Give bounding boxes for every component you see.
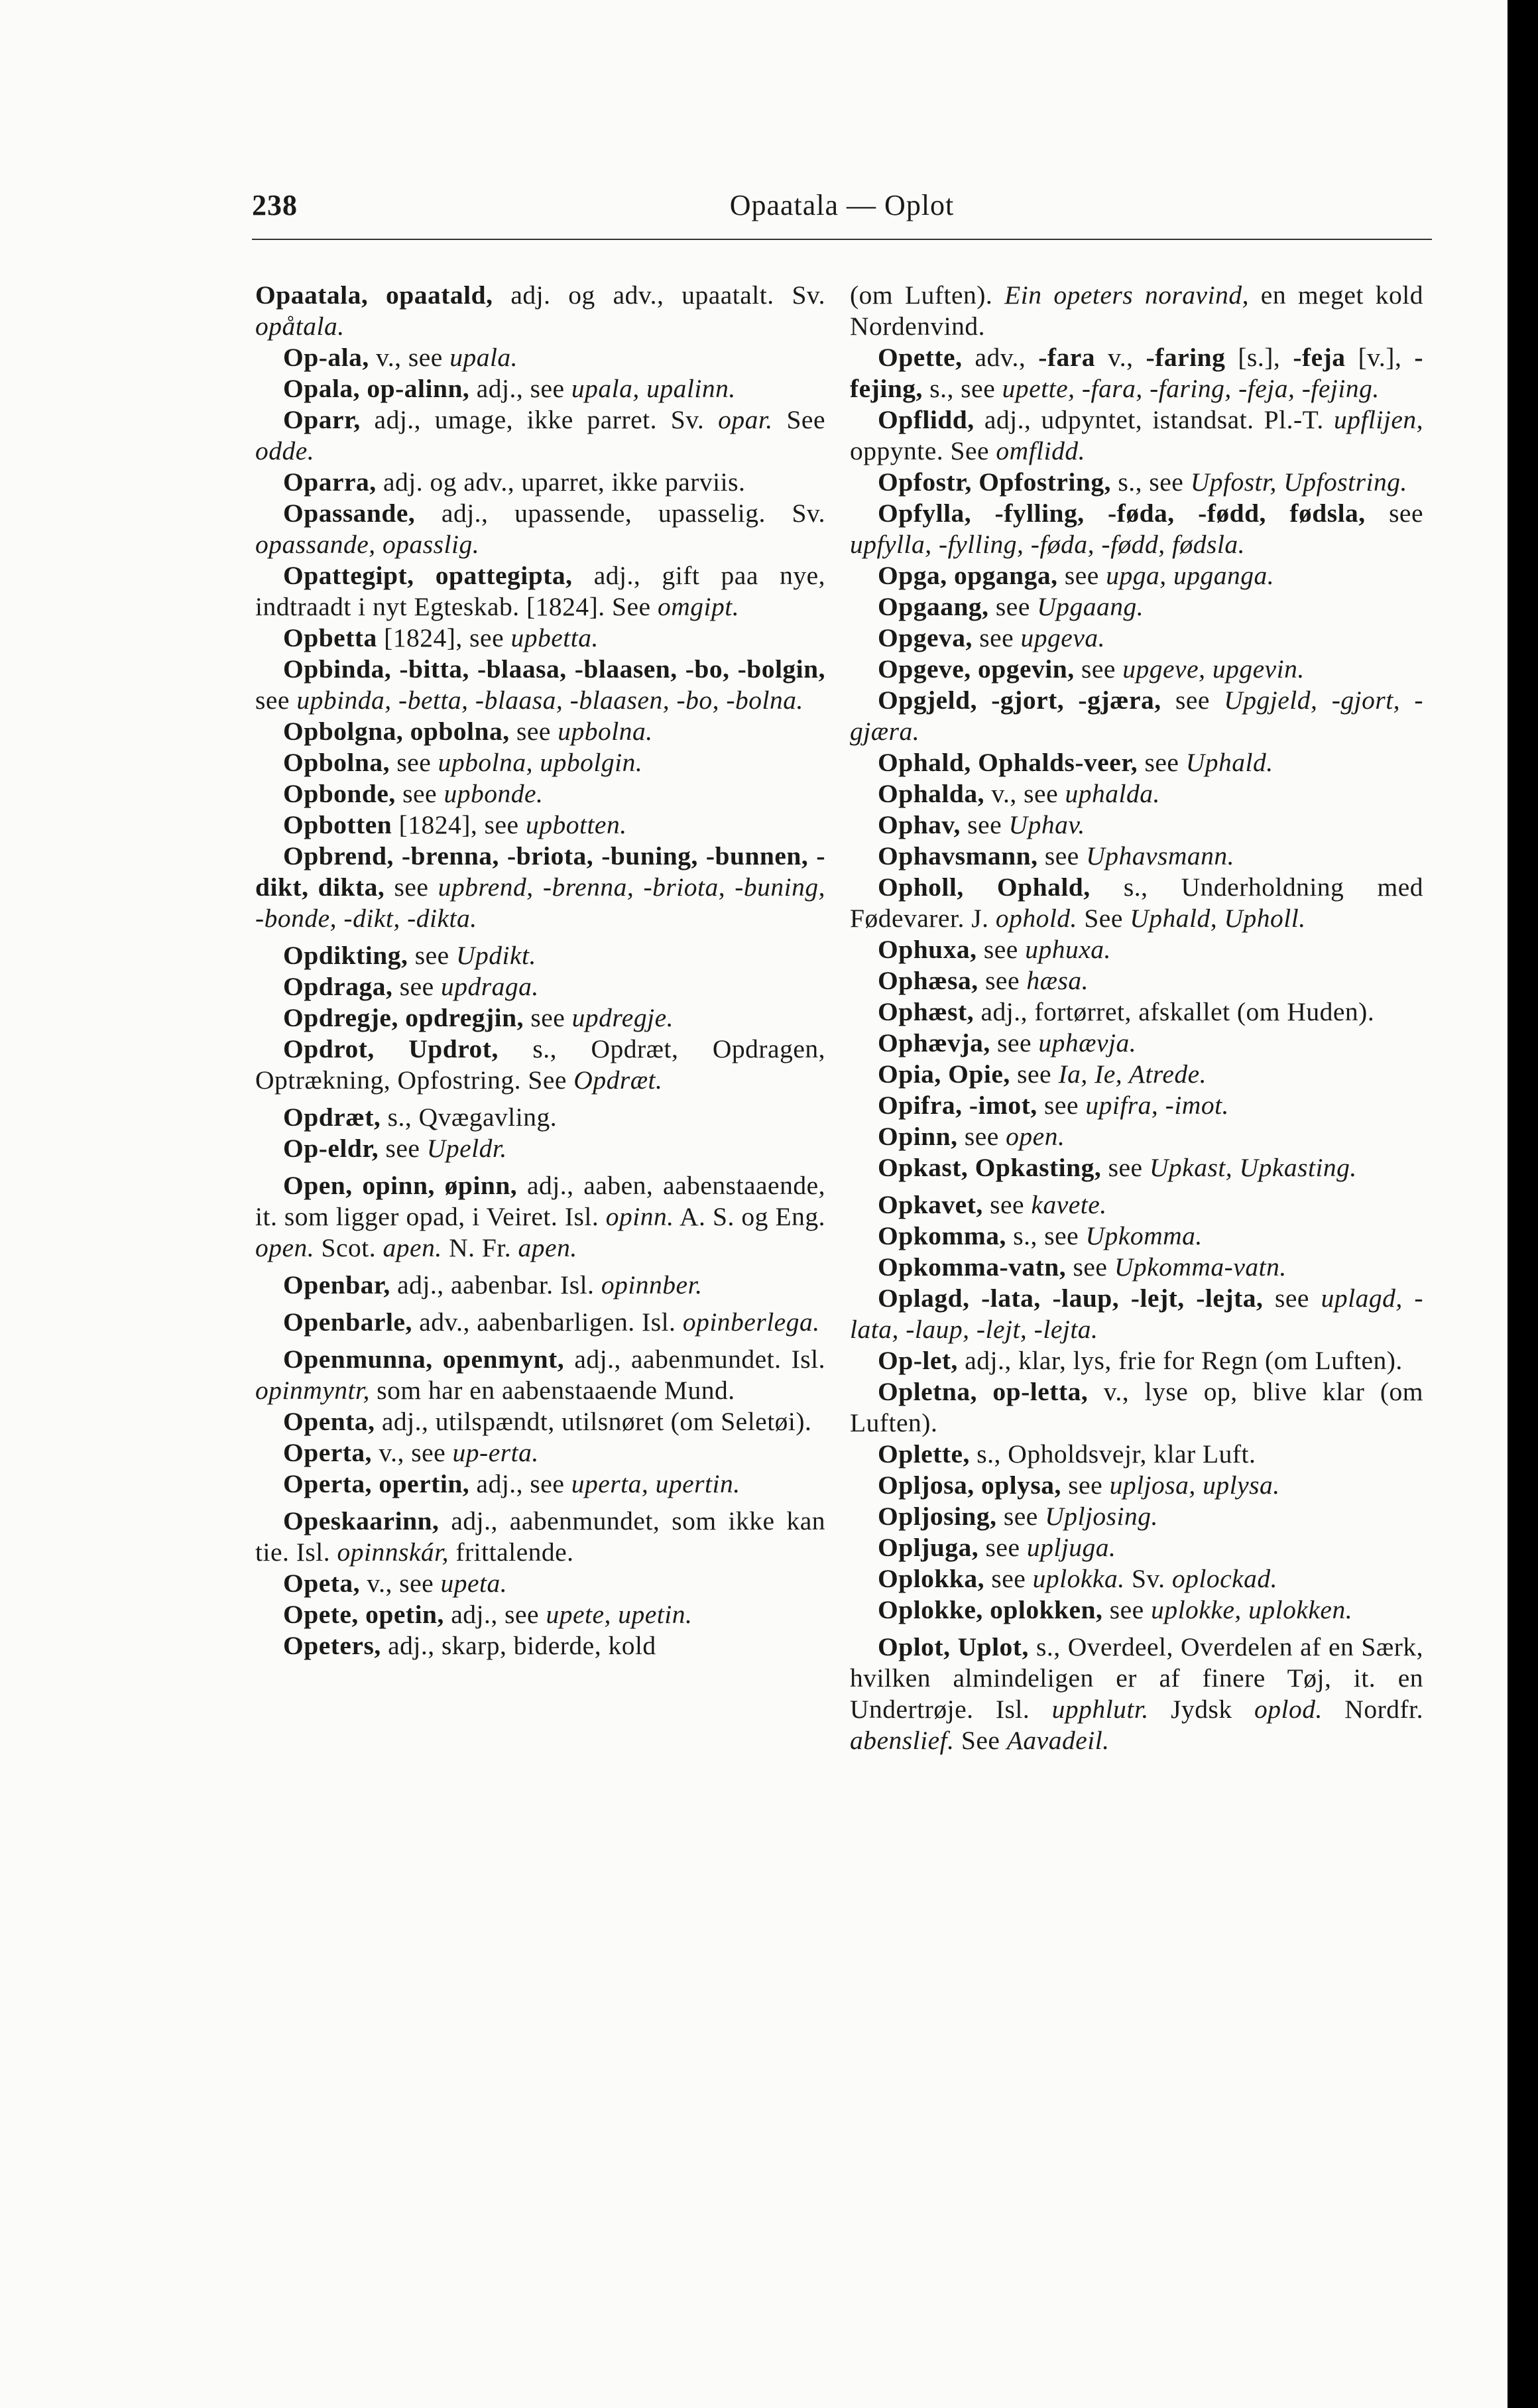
definition-text: see <box>957 1122 1006 1151</box>
headword: Ophæst, <box>878 997 975 1026</box>
headword: Opdræt, <box>283 1103 381 1132</box>
definition-text: see <box>960 810 1009 839</box>
dictionary-entry <box>850 1632 1423 1756</box>
definition-text: see <box>976 935 1026 964</box>
cross-reference: Upkomma. <box>1085 1221 1203 1250</box>
headword: Oparra, <box>283 467 377 497</box>
cross-reference: Upkomma-vatn. <box>1114 1252 1287 1282</box>
cross-reference: Upfostr, Upfostring. <box>1190 467 1407 497</box>
definition-text: adj., udpyntet, istandsat. Pl.-T. <box>974 405 1334 434</box>
definition-text: see <box>1161 686 1224 715</box>
dictionary-entry <box>850 1376 1423 1439</box>
dictionary-entry <box>255 342 825 373</box>
dictionary-entry <box>850 934 1423 965</box>
headword: Opflidd, <box>878 405 975 434</box>
dictionary-entry <box>850 872 1423 934</box>
dictionary-entry <box>850 1470 1423 1501</box>
cross-reference: Upeldr. <box>426 1134 507 1163</box>
cross-reference: Uphald. <box>1185 748 1273 777</box>
headword: Opfostr, Opfostring, <box>878 467 1111 497</box>
cross-reference: upphlutr. <box>1051 1695 1149 1724</box>
cross-reference: upbetta. <box>510 623 599 652</box>
definition-text: see <box>1365 499 1423 528</box>
headword: Oplot, Uplot, <box>878 1632 1029 1661</box>
dictionary-entry <box>850 1152 1423 1183</box>
definition-text: A. S. og Eng. <box>674 1202 825 1231</box>
headword: Openmunna, openmynt, <box>283 1345 565 1374</box>
headword: Opgaang, <box>878 592 989 621</box>
dictionary-entry <box>850 654 1423 685</box>
cross-reference: upete, upetin. <box>546 1600 693 1629</box>
headword: Opdregje, opdregjin, <box>283 1003 524 1032</box>
definition-text: adj., upassende, upasselig. Sv. <box>415 499 825 528</box>
definition-text: See <box>772 405 825 434</box>
definition-text: v., see <box>984 779 1065 808</box>
headword: Opbinda, -bitta, -blaasa, -blaasen, -bo, -bolgin, <box>283 654 825 684</box>
definition-text: s., Opdræt, Opdragen, Optrækning, Opfostring. See <box>255 1034 825 1095</box>
headword: Ophald, Ophalds-veer, <box>878 748 1138 777</box>
definition-text: v., see <box>372 1438 453 1467</box>
cross-reference: omflidd. <box>996 436 1085 465</box>
dictionary-entry <box>850 1059 1423 1090</box>
cross-reference: kavete. <box>1031 1190 1107 1219</box>
cross-reference: upga, upganga. <box>1106 561 1275 590</box>
definition-text: en meget kold Nordenvind. <box>850 280 1423 341</box>
dictionary-entry <box>850 1189 1423 1221</box>
dictionary-entry <box>255 1102 825 1133</box>
headword: Opbolna, <box>283 748 390 777</box>
cross-reference: upfylla, -fylling, -føda, -fødd, fødsla. <box>850 530 1245 559</box>
headword: Opdraga, <box>283 972 393 1001</box>
definition-text: See <box>1077 904 1130 933</box>
dictionary-entry <box>255 1034 825 1096</box>
dictionary-entry <box>850 996 1423 1028</box>
definition-text: see <box>1037 1091 1086 1120</box>
definition-text: som har en aabenstaaende Mund. <box>369 1376 735 1405</box>
dictionary-entry <box>850 1221 1423 1252</box>
dictionary-entry <box>255 467 825 498</box>
dictionary-entry <box>255 1307 825 1338</box>
dictionary-entry <box>850 1345 1423 1376</box>
dictionary-entry <box>255 716 825 747</box>
definition-text: [1824], see <box>377 623 511 652</box>
cross-reference: opinn. <box>605 1202 674 1231</box>
dictionary-entry <box>255 498 825 560</box>
definition-text: adj., klar, lys, frie for Regn (om Luften). <box>957 1346 1403 1375</box>
cross-reference: upbinda, -betta, -blaasa, -blaasen, -bo, -bolna. <box>296 686 803 715</box>
definition-text: adj., aaben, aabenstaaende, it. som ligger opad, i Veiret. Isl. <box>255 1171 825 1231</box>
dictionary-entry <box>255 1506 825 1568</box>
dictionary-entry <box>255 778 825 810</box>
cross-reference: updraga. <box>441 972 539 1001</box>
headword: Opdikting, <box>283 941 408 970</box>
definition-text: see <box>996 1502 1045 1531</box>
cross-reference: uphævja. <box>1038 1028 1137 1057</box>
definition-text: Scot. <box>314 1233 383 1262</box>
definition-text: see <box>523 1003 572 1032</box>
cross-reference: upljosa, uplysa. <box>1109 1471 1280 1500</box>
dictionary-entry <box>255 1568 825 1599</box>
definition-text: adv., aabenbarligen. Isl. <box>412 1307 683 1337</box>
cross-reference: upbolna, upbolgin. <box>438 748 643 777</box>
headword: -fara <box>1038 343 1096 372</box>
definition-text: see <box>1101 1153 1150 1182</box>
headword: Opljosa, oplysa, <box>878 1471 1061 1500</box>
dictionary-entry <box>255 1002 825 1034</box>
cross-reference: open. <box>1006 1122 1065 1151</box>
page-header <box>252 183 1432 236</box>
cross-reference: opinnskár, <box>337 1537 449 1567</box>
headword: -faring <box>1146 343 1226 372</box>
headword: Opbrend, -brenna, -briota, -buning, -bunnen, -dikt, dikta, <box>255 841 825 902</box>
cross-reference: odde. <box>255 436 315 465</box>
headword: Opfylla, -fylling, -føda, -fødd, fødsla, <box>878 499 1366 528</box>
cross-reference: upbolna. <box>558 717 653 746</box>
definition-text: s., see <box>1006 1221 1086 1250</box>
definition-text: adj. og adv., upaatalt. Sv. <box>493 280 825 310</box>
cross-reference: apen. <box>518 1233 577 1262</box>
headword: Opljuga, <box>878 1533 979 1562</box>
definition-text: see <box>1138 748 1186 777</box>
headword: Opholl, Ophald, <box>878 873 1091 902</box>
dictionary-entry <box>850 747 1423 778</box>
dictionary-entry <box>850 685 1423 747</box>
left-column <box>255 280 825 1661</box>
definition-text: oppynte. See <box>850 436 996 465</box>
definition-text: see <box>1102 1595 1152 1624</box>
headword: Opkavet, <box>878 1190 983 1219</box>
headword: Opletna, op-letta, <box>878 1377 1089 1406</box>
headword: -feja <box>1293 343 1346 372</box>
definition-text: Jydsk <box>1148 1695 1255 1724</box>
cross-reference: Aavadeil. <box>1006 1726 1110 1755</box>
definition-text: adj., see <box>444 1600 546 1629</box>
dictionary-entry <box>850 965 1423 996</box>
headword: Opbotten <box>283 810 392 839</box>
headword: Opgjeld, -gjort, -gjæra, <box>878 686 1161 715</box>
definition-text: see <box>392 972 442 1001</box>
dictionary-entry <box>850 841 1423 872</box>
cross-reference: Upgaang. <box>1037 592 1144 621</box>
definition-text: see <box>978 1533 1027 1562</box>
dictionary-entry <box>255 1133 825 1164</box>
definition-text: v., lyse op, blive klar (om Luften). <box>850 1377 1423 1437</box>
definition-text: see <box>509 717 558 746</box>
headword: Opassande, <box>283 499 416 528</box>
dictionary-entry <box>255 971 825 1002</box>
headword: Opinn, <box>878 1122 958 1151</box>
definition-text: see <box>984 1564 1033 1593</box>
definition-text: see <box>1010 1059 1059 1089</box>
cross-reference: upala, upalinn. <box>571 374 736 403</box>
definition-text: frittalende. <box>448 1537 574 1567</box>
definition-text: see <box>389 748 438 777</box>
headword: Openbar, <box>283 1270 390 1299</box>
definition-text: see <box>379 1134 427 1163</box>
headword: Oplette, <box>878 1439 970 1469</box>
cross-reference: oplod. <box>1254 1695 1323 1724</box>
definition-text: v., <box>1095 343 1146 372</box>
definition-text: see <box>978 966 1027 995</box>
cross-reference: apen. <box>383 1233 442 1262</box>
cross-reference: updregje. <box>571 1003 674 1032</box>
cross-reference: upala. <box>449 343 518 372</box>
cross-reference: upbotten. <box>525 810 627 839</box>
dictionary-entry <box>255 1437 825 1469</box>
definition-text: s., Opholdsvejr, klar Luft. <box>969 1439 1256 1469</box>
dictionary-entry <box>850 1563 1423 1595</box>
cross-reference: upgeve, upgevin. <box>1122 654 1305 684</box>
dictionary-entry <box>255 841 825 934</box>
headword: Opgeve, opgevin, <box>878 654 1075 684</box>
definition-text: [s.], <box>1225 343 1293 372</box>
dictionary-entry <box>255 1599 825 1630</box>
headword: Ophav, <box>878 810 961 839</box>
definition-text: Sv. <box>1124 1564 1172 1593</box>
cross-reference: upljuga. <box>1026 1533 1116 1562</box>
cross-reference: Uphav. <box>1008 810 1085 839</box>
headword: Ophuxa, <box>878 935 977 964</box>
headword: Oplokka, <box>878 1564 984 1593</box>
cross-reference: hæsa. <box>1026 966 1089 995</box>
dictionary-entry <box>850 1501 1423 1532</box>
cross-reference: opåtala. <box>255 312 345 341</box>
cross-reference: upeta. <box>440 1569 508 1598</box>
definition-text: adv., <box>962 343 1039 372</box>
headword: Opkomma, <box>878 1221 1006 1250</box>
definition-text: s., see <box>1111 467 1191 497</box>
dictionary-entry <box>850 498 1423 560</box>
definition-text: see <box>990 1028 1039 1057</box>
cross-reference: Ia, Ie, Atrede. <box>1058 1059 1207 1089</box>
definition-text: [1824], see <box>392 810 526 839</box>
headword: Opeta, <box>283 1569 361 1598</box>
definition-text: see <box>1037 841 1087 871</box>
cross-reference: opar. <box>718 405 773 434</box>
definition-text: adj., skarp, biderde, kold <box>381 1631 656 1660</box>
definition-text: see <box>408 941 457 970</box>
definition-text: s., Qvægavling. <box>381 1103 558 1132</box>
definition-text: see <box>1066 1252 1114 1282</box>
definition-text: adj., aabenmundet, som ikke kan tie. Isl. <box>255 1506 825 1567</box>
definition-text: see <box>255 686 297 715</box>
dictionary-entry <box>255 654 825 716</box>
cross-reference: omgipt. <box>657 592 740 621</box>
cross-reference: upbrend, -brenna, -briota, -buning, -bonde, -dikt, -dikta. <box>255 873 825 933</box>
definition-text: adj., see <box>469 374 571 403</box>
definition-text: see <box>972 623 1021 652</box>
dictionary-entry <box>255 1270 825 1301</box>
dictionary-entry <box>850 1252 1423 1283</box>
headword: Opbonde, <box>283 779 396 808</box>
headword: Opeskaarinn, <box>283 1506 440 1535</box>
cross-reference: abenslief. <box>850 1726 955 1755</box>
dictionary-entry <box>255 280 825 342</box>
headword: Oplagd, -lata, -laup, -lejt, -lejta, <box>878 1284 1264 1313</box>
dictionary-entry <box>850 1090 1423 1121</box>
dictionary-entry <box>850 560 1423 591</box>
dictionary-entry <box>255 1469 825 1500</box>
headword: Opbetta <box>283 623 377 652</box>
definition-text: see <box>988 592 1037 621</box>
cross-reference: upgeva. <box>1020 623 1105 652</box>
definition-text: adj., umage, ikke parret. Sv. <box>360 405 719 434</box>
cross-reference: opinnber. <box>601 1270 703 1299</box>
cross-reference: opinberlega. <box>682 1307 820 1337</box>
cross-reference: opinmyntr, <box>255 1376 370 1405</box>
dictionary-entry <box>850 404 1423 467</box>
cross-reference: upette, -fara, -faring, -feja, -fejing. <box>1002 374 1380 403</box>
cross-reference: Uphavsmann. <box>1086 841 1235 871</box>
headword: Opkomma-vatn, <box>878 1252 1067 1282</box>
definition-text: adj., fortørret, afskallet (om Huden). <box>974 997 1375 1026</box>
definition-text: (om Luften). <box>850 280 1005 310</box>
definition-text: see <box>1074 654 1123 684</box>
dictionary-entry <box>255 810 825 841</box>
definition-text: See <box>954 1726 1007 1755</box>
dictionary-entry <box>850 591 1423 623</box>
dictionary-entry <box>850 1121 1423 1152</box>
definition-text: adj., utilspændt, utilsnøret (om Seletøi). <box>375 1407 812 1436</box>
headword: Opdrot, Updrot, <box>283 1034 499 1063</box>
definition-text: v., see <box>369 343 450 372</box>
cross-reference: upifra, -imot. <box>1085 1091 1229 1120</box>
headword: Opgeva, <box>878 623 973 652</box>
cross-reference: open. <box>255 1233 315 1262</box>
headword: Oplokke, oplokken, <box>878 1595 1103 1624</box>
cross-reference: Upkast, Upkasting. <box>1149 1153 1357 1182</box>
cross-reference: uphalda. <box>1065 779 1160 808</box>
headword: Opala, op-alinn, <box>283 374 470 403</box>
definition-text: see <box>384 873 438 902</box>
dictionary-entry <box>850 1439 1423 1470</box>
headword: Opaatala, opaatald, <box>255 280 493 310</box>
dictionary-entry <box>850 467 1423 498</box>
cross-reference: up-erta. <box>452 1438 539 1467</box>
dictionary-entry <box>850 810 1423 841</box>
cross-reference: ophold. <box>995 904 1077 933</box>
page-number: 238 <box>252 189 298 221</box>
headword: Openbarle, <box>283 1307 412 1337</box>
headword: Op-let, <box>878 1346 958 1375</box>
cross-reference: uplokka. <box>1032 1564 1125 1593</box>
headword: Op-eldr, <box>283 1134 379 1163</box>
headword: Oparr, <box>283 405 361 434</box>
definition-text: Nordfr. <box>1322 1695 1423 1724</box>
dictionary-entry <box>850 1283 1423 1345</box>
definition-text: adj., aabenbar. Isl. <box>390 1270 601 1299</box>
running-title: Opaatala — Oplot <box>729 189 955 221</box>
right-column <box>850 280 1423 1756</box>
dictionary-entry <box>850 623 1423 654</box>
headword: Operta, <box>283 1438 373 1467</box>
cross-reference: upbonde. <box>444 779 544 808</box>
cross-reference: Upgjeld, -gjort, -gjæra. <box>850 686 1424 746</box>
cross-reference: upflijen, <box>1333 405 1423 434</box>
cross-reference: Uphald, Upholl. <box>1130 904 1306 933</box>
definition-text: s., Underholdning med Fødevarer. J. <box>850 873 1423 933</box>
dictionary-entry <box>255 747 825 778</box>
definition-text: see <box>1057 561 1106 590</box>
definition-text: adj., see <box>469 1469 571 1498</box>
headword: Opeters, <box>283 1631 381 1660</box>
dictionary-entry <box>255 1344 825 1406</box>
dictionary-entry <box>850 778 1423 810</box>
dictionary-entry <box>850 342 1423 404</box>
dictionary-entry <box>255 1630 825 1661</box>
definition-text: adj., gift paa nye, indtraadt i nyt Egteskab. [1824]. See <box>255 561 825 621</box>
headword: Opia, Opie, <box>878 1059 1010 1089</box>
headword: Opbolgna, opbolna, <box>283 717 510 746</box>
cross-reference: Opdræt. <box>573 1065 663 1095</box>
dictionary-entry <box>255 404 825 467</box>
definition-text: see <box>395 779 444 808</box>
cross-reference: oplockad. <box>1171 1564 1278 1593</box>
cross-reference: uplagd, -lata, -laup, -lejt, -lejta. <box>850 1284 1424 1344</box>
definition-text: [v.], <box>1345 343 1415 372</box>
dictionary-entry <box>255 623 825 654</box>
headword: Openta, <box>283 1407 375 1436</box>
headword: Opljosing, <box>878 1502 997 1531</box>
headword: Opattegipt, opattegipta, <box>283 561 573 590</box>
dictionary-entry <box>850 1028 1423 1059</box>
headword: Op-ala, <box>283 343 369 372</box>
cross-reference: Updikt. <box>456 941 536 970</box>
headword: Ophavsmann, <box>878 841 1038 871</box>
dictionary-entry <box>255 940 825 971</box>
dictionary-entry <box>255 1170 825 1264</box>
cross-reference: Ein opeters noravind, <box>1004 280 1249 310</box>
headword: Ophæsa, <box>878 966 978 995</box>
definition-text: see <box>1061 1471 1110 1500</box>
dictionary-entry <box>850 1595 1423 1626</box>
headword: Opkast, Opkasting, <box>878 1153 1102 1182</box>
headword: Opete, opetin, <box>283 1600 444 1629</box>
headword: -fejing, <box>850 343 1424 403</box>
headword: Open, opinn, øpinn, <box>283 1171 518 1200</box>
definition-text: adj., aabenmundet. Isl. <box>564 1345 825 1374</box>
cross-reference: Upljosing. <box>1045 1502 1158 1531</box>
headword: Ophalda, <box>878 779 984 808</box>
dictionary-entry <box>255 1406 825 1437</box>
headword: Opifra, -imot, <box>878 1091 1037 1120</box>
cross-reference: uperta, upertin. <box>571 1469 740 1498</box>
definition-text: s., see <box>922 374 1002 403</box>
definition-text: v., see <box>360 1569 441 1598</box>
definition-text: s., Overdeel, Overdelen af en Særk, hvilken almindeligen er af finere Tøj, it. en Undertrøje. Isl. <box>850 1632 1423 1724</box>
dictionary-entry <box>850 280 1423 342</box>
definition-text: N. Fr. <box>442 1233 518 1262</box>
dictionary-entry <box>850 1532 1423 1563</box>
headword: Opette, <box>878 343 963 372</box>
definition-text: see <box>1263 1284 1321 1313</box>
definition-text: see <box>982 1190 1032 1219</box>
headword: Operta, opertin, <box>283 1469 470 1498</box>
cross-reference: opassande, opasslig. <box>255 530 480 559</box>
definition-text: adj. og adv., uparret, ikke parviis. <box>376 467 746 497</box>
headword: Opga, opganga, <box>878 561 1058 590</box>
cross-reference: uphuxa. <box>1025 935 1111 964</box>
dictionary-entry <box>255 560 825 623</box>
cross-reference: uplokke, uplokken. <box>1151 1595 1353 1624</box>
dictionary-entry <box>255 373 825 404</box>
headword: Ophævja, <box>878 1028 990 1057</box>
header-rule <box>252 239 1432 240</box>
